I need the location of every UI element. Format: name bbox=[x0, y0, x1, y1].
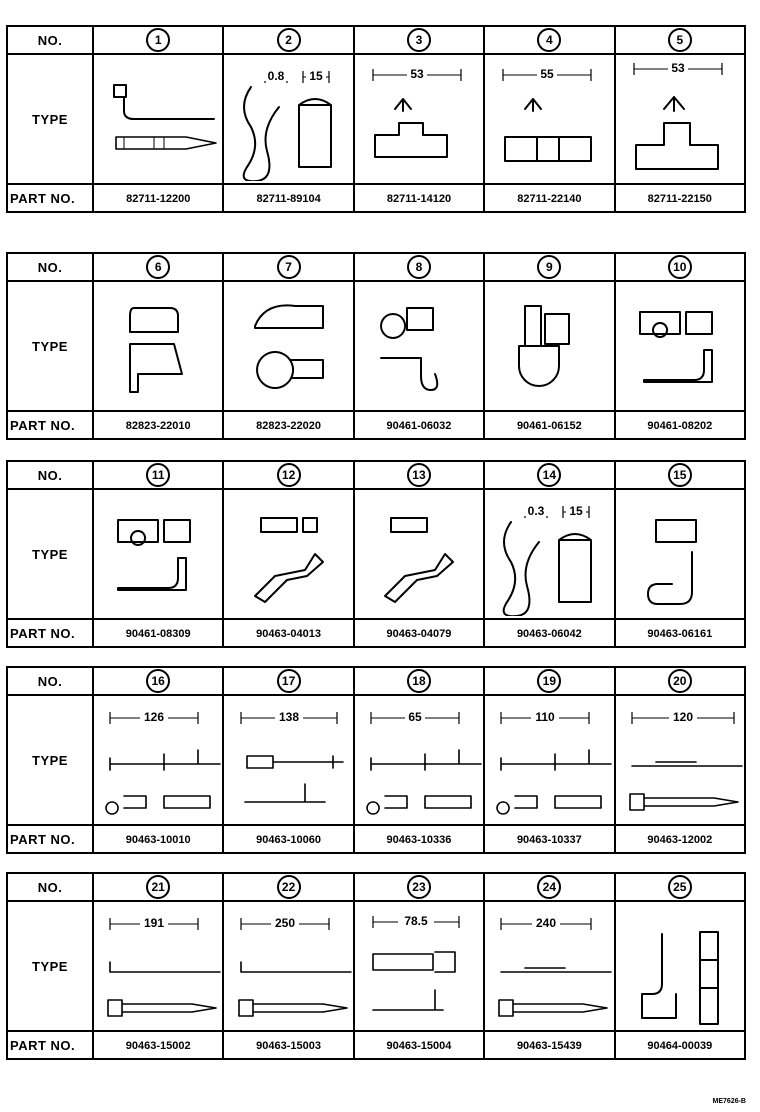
part-number: 90463-10337 bbox=[516, 834, 582, 846]
part-number-cell bbox=[93, 1031, 223, 1059]
type-row bbox=[7, 281, 745, 411]
type-row bbox=[7, 901, 745, 1031]
part-number-row bbox=[7, 619, 745, 647]
part-drawing-cell bbox=[484, 901, 614, 1031]
part-drawing-cell bbox=[354, 281, 484, 411]
part-number: 82711-89104 bbox=[256, 193, 321, 205]
item-number-cell bbox=[484, 873, 614, 901]
part-drawing bbox=[355, 57, 483, 181]
label-no: NO. bbox=[7, 873, 93, 901]
dimension-label: 15 bbox=[569, 504, 584, 518]
dimension-label: 250 bbox=[274, 916, 295, 930]
part-drawing bbox=[485, 492, 613, 616]
label-type: TYPE bbox=[7, 901, 93, 1031]
part-number: 90463-15439 bbox=[516, 1040, 582, 1052]
item-number-cell bbox=[223, 253, 353, 281]
part-number: 90461-08309 bbox=[125, 628, 191, 640]
dimension-line bbox=[371, 710, 459, 724]
label-part-no: PART NO. bbox=[7, 184, 93, 212]
label-type: TYPE bbox=[7, 281, 93, 411]
parts-table-2 bbox=[6, 252, 746, 440]
part-drawing bbox=[485, 57, 613, 181]
item-number: 11 bbox=[146, 463, 170, 487]
part-drawing-cell bbox=[354, 901, 484, 1031]
header-row bbox=[7, 667, 745, 695]
item-number: 19 bbox=[537, 669, 561, 693]
item-number: 25 bbox=[668, 875, 692, 899]
item-number-cell bbox=[223, 461, 353, 489]
part-drawing-cell bbox=[484, 281, 614, 411]
item-number-cell bbox=[93, 26, 223, 54]
header-row bbox=[7, 253, 745, 281]
type-row bbox=[7, 695, 745, 825]
part-drawing bbox=[616, 284, 744, 408]
item-number: 15 bbox=[668, 463, 692, 487]
item-number: 4 bbox=[537, 28, 561, 52]
dimension-label: 240 bbox=[536, 916, 557, 930]
label-type: TYPE bbox=[7, 695, 93, 825]
part-number-cell bbox=[484, 619, 614, 647]
dimension-line bbox=[110, 916, 198, 930]
item-number-cell bbox=[615, 253, 745, 281]
item-number: 10 bbox=[668, 255, 692, 279]
part-drawing-cell bbox=[615, 54, 745, 184]
item-number-cell bbox=[223, 873, 353, 901]
part-drawing bbox=[94, 57, 222, 181]
item-number-cell bbox=[354, 461, 484, 489]
part-drawing-cell bbox=[93, 281, 223, 411]
item-number: 3 bbox=[407, 28, 431, 52]
part-drawing bbox=[485, 284, 613, 408]
part-number: 90463-15004 bbox=[386, 1040, 452, 1052]
part-drawing-cell bbox=[484, 489, 614, 619]
part-drawing bbox=[616, 904, 744, 1028]
part-number-cell bbox=[484, 411, 614, 439]
dimension-line bbox=[303, 69, 329, 83]
part-drawing bbox=[355, 284, 483, 408]
dimension-line bbox=[501, 916, 591, 930]
part-drawing-cell bbox=[354, 54, 484, 184]
part-number-cell bbox=[93, 825, 223, 853]
item-number: 8 bbox=[407, 255, 431, 279]
type-row bbox=[7, 489, 745, 619]
part-number-cell bbox=[615, 411, 745, 439]
dimension-line bbox=[501, 710, 589, 724]
parts-table-5 bbox=[6, 872, 746, 1060]
part-drawing bbox=[616, 57, 744, 181]
dimension-label: 191 bbox=[144, 916, 165, 930]
item-number: 20 bbox=[668, 669, 692, 693]
item-number: 21 bbox=[146, 875, 170, 899]
dimension-label: 0.8 bbox=[267, 69, 284, 83]
part-drawing bbox=[225, 284, 353, 408]
dimension-label: 0.3 bbox=[528, 504, 545, 518]
header-row bbox=[7, 873, 745, 901]
item-number-cell bbox=[223, 26, 353, 54]
label-part-no: PART NO. bbox=[7, 619, 93, 647]
item-number: 9 bbox=[537, 255, 561, 279]
dimension-line bbox=[262, 69, 290, 83]
dimension-line bbox=[110, 710, 198, 724]
part-number: 82711-22150 bbox=[647, 193, 712, 205]
part-drawing-cell bbox=[615, 489, 745, 619]
item-number-cell bbox=[223, 667, 353, 695]
part-drawing-cell bbox=[615, 281, 745, 411]
part-number: 82711-14120 bbox=[386, 193, 452, 205]
item-number-cell bbox=[354, 667, 484, 695]
dimension-line bbox=[634, 61, 722, 75]
item-number-cell bbox=[354, 873, 484, 901]
dimension-line bbox=[373, 914, 459, 928]
part-drawing-cell bbox=[223, 901, 353, 1031]
dimension-label: 15 bbox=[308, 69, 323, 83]
dimension-label: 78.5 bbox=[404, 914, 428, 928]
part-number-cell bbox=[354, 411, 484, 439]
dimension-line bbox=[241, 916, 329, 930]
label-part-no: PART NO. bbox=[7, 411, 93, 439]
item-number-cell bbox=[484, 461, 614, 489]
part-number-cell bbox=[615, 1031, 745, 1059]
part-drawing-cell bbox=[223, 489, 353, 619]
item-number: 7 bbox=[277, 255, 301, 279]
item-number-cell bbox=[354, 26, 484, 54]
part-number: 82823-22020 bbox=[256, 420, 321, 432]
label-no: NO. bbox=[7, 26, 93, 54]
dimension-label: 110 bbox=[535, 710, 556, 724]
part-number: 90463-10010 bbox=[125, 834, 191, 846]
part-drawing-cell bbox=[93, 54, 223, 184]
parts-table-1 bbox=[6, 25, 746, 213]
part-number-cell bbox=[93, 184, 223, 212]
item-number-cell bbox=[93, 461, 223, 489]
drawing-code: ME7626-B bbox=[712, 1098, 746, 1105]
label-type: TYPE bbox=[7, 489, 93, 619]
part-drawing-cell bbox=[615, 695, 745, 825]
part-drawing-cell bbox=[93, 901, 223, 1031]
item-number: 12 bbox=[277, 463, 301, 487]
dimension-line bbox=[563, 504, 589, 518]
dimension-label: 53 bbox=[671, 61, 685, 75]
part-number-row bbox=[7, 411, 745, 439]
part-drawing-cell bbox=[484, 54, 614, 184]
dimension-label: 53 bbox=[410, 67, 424, 81]
part-drawing-cell bbox=[615, 901, 745, 1031]
part-number-cell bbox=[615, 619, 745, 647]
part-drawing bbox=[94, 904, 222, 1028]
item-number-cell bbox=[615, 26, 745, 54]
part-drawing bbox=[94, 492, 222, 616]
item-number-cell bbox=[615, 667, 745, 695]
dimension-label: 55 bbox=[540, 67, 555, 81]
item-number: 22 bbox=[277, 875, 301, 899]
part-number-row bbox=[7, 825, 745, 853]
item-number-cell bbox=[484, 253, 614, 281]
part-drawing bbox=[225, 492, 353, 616]
item-number: 16 bbox=[146, 669, 170, 693]
part-drawing bbox=[616, 492, 744, 616]
dimension-line bbox=[632, 710, 734, 724]
part-drawing bbox=[355, 904, 483, 1028]
part-drawing bbox=[94, 698, 222, 822]
dimension-line bbox=[241, 710, 337, 724]
item-number-cell bbox=[93, 253, 223, 281]
item-number: 6 bbox=[146, 255, 170, 279]
item-number-cell bbox=[484, 26, 614, 54]
label-type: TYPE bbox=[7, 54, 93, 184]
part-drawing-cell bbox=[223, 281, 353, 411]
item-number: 14 bbox=[537, 463, 561, 487]
part-number-cell bbox=[615, 825, 745, 853]
part-number-cell bbox=[223, 825, 353, 853]
label-part-no: PART NO. bbox=[7, 1031, 93, 1059]
part-drawing-cell bbox=[354, 695, 484, 825]
item-number-cell bbox=[615, 873, 745, 901]
dimension-label: 138 bbox=[278, 710, 299, 724]
part-number: 90461-08202 bbox=[647, 420, 713, 432]
label-no: NO. bbox=[7, 667, 93, 695]
part-drawing-cell bbox=[223, 695, 353, 825]
part-number: 82823-22010 bbox=[125, 420, 191, 432]
part-number-cell bbox=[615, 184, 745, 212]
part-number: 90463-10060 bbox=[256, 834, 321, 846]
part-number: 90463-15002 bbox=[125, 1040, 191, 1052]
item-number-cell bbox=[93, 667, 223, 695]
item-number-cell bbox=[615, 461, 745, 489]
parts-table-4 bbox=[6, 666, 746, 854]
item-number: 18 bbox=[407, 669, 431, 693]
item-number: 1 bbox=[146, 28, 170, 52]
item-number-cell bbox=[484, 667, 614, 695]
part-number-row bbox=[7, 1031, 745, 1059]
part-drawing-cell bbox=[354, 489, 484, 619]
part-number-cell bbox=[484, 1031, 614, 1059]
part-number-cell bbox=[354, 825, 484, 853]
dimension-line bbox=[373, 67, 461, 81]
item-number: 13 bbox=[407, 463, 431, 487]
part-number-row bbox=[7, 184, 745, 212]
part-number: 90464-00039 bbox=[647, 1040, 713, 1052]
part-drawing bbox=[485, 698, 613, 822]
part-number: 90463-04079 bbox=[386, 628, 452, 640]
part-number-cell bbox=[223, 1031, 353, 1059]
part-number: 82711-22140 bbox=[517, 193, 582, 205]
dimension-line bbox=[522, 504, 550, 518]
part-drawing bbox=[485, 904, 613, 1028]
part-number-cell bbox=[484, 825, 614, 853]
part-drawing-cell bbox=[484, 695, 614, 825]
label-no: NO. bbox=[7, 253, 93, 281]
item-number: 24 bbox=[537, 875, 561, 899]
part-number-cell bbox=[223, 411, 353, 439]
part-number: 90463-04013 bbox=[256, 628, 321, 640]
item-number-cell bbox=[354, 253, 484, 281]
part-drawing bbox=[616, 698, 744, 822]
part-number: 82711-12200 bbox=[126, 193, 191, 205]
dimension-label: 65 bbox=[408, 710, 422, 724]
header-row bbox=[7, 26, 745, 54]
part-number-cell bbox=[93, 411, 223, 439]
part-drawing-cell bbox=[223, 54, 353, 184]
item-number-cell bbox=[93, 873, 223, 901]
parts-table-3 bbox=[6, 460, 746, 648]
part-drawing-cell bbox=[93, 695, 223, 825]
part-number: 90463-10336 bbox=[386, 834, 452, 846]
part-number-cell bbox=[93, 619, 223, 647]
item-number: 23 bbox=[407, 875, 431, 899]
part-number-cell bbox=[484, 184, 614, 212]
dimension-line bbox=[503, 67, 591, 81]
type-row bbox=[7, 54, 745, 184]
part-drawing bbox=[225, 904, 353, 1028]
part-number-cell bbox=[223, 619, 353, 647]
part-drawing bbox=[225, 57, 353, 181]
part-number: 90461-06152 bbox=[516, 420, 582, 432]
part-number: 90463-12002 bbox=[647, 834, 713, 846]
item-number: 5 bbox=[668, 28, 692, 52]
part-number: 90463-06161 bbox=[647, 628, 713, 640]
label-no: NO. bbox=[7, 461, 93, 489]
part-drawing bbox=[225, 698, 353, 822]
part-number-cell bbox=[354, 184, 484, 212]
item-number: 2 bbox=[277, 28, 301, 52]
dimension-label: 120 bbox=[672, 710, 693, 724]
part-drawing bbox=[355, 698, 483, 822]
part-number: 90461-06032 bbox=[386, 420, 452, 432]
part-number-cell bbox=[354, 1031, 484, 1059]
part-drawing bbox=[355, 492, 483, 616]
header-row bbox=[7, 461, 745, 489]
part-number: 90463-06042 bbox=[516, 628, 582, 640]
label-part-no: PART NO. bbox=[7, 825, 93, 853]
part-number: 90463-15003 bbox=[256, 1040, 321, 1052]
part-number-cell bbox=[354, 619, 484, 647]
part-drawing bbox=[94, 284, 222, 408]
item-number: 17 bbox=[277, 669, 301, 693]
dimension-label: 126 bbox=[144, 710, 165, 724]
part-drawing-cell bbox=[93, 489, 223, 619]
part-number-cell bbox=[223, 184, 353, 212]
